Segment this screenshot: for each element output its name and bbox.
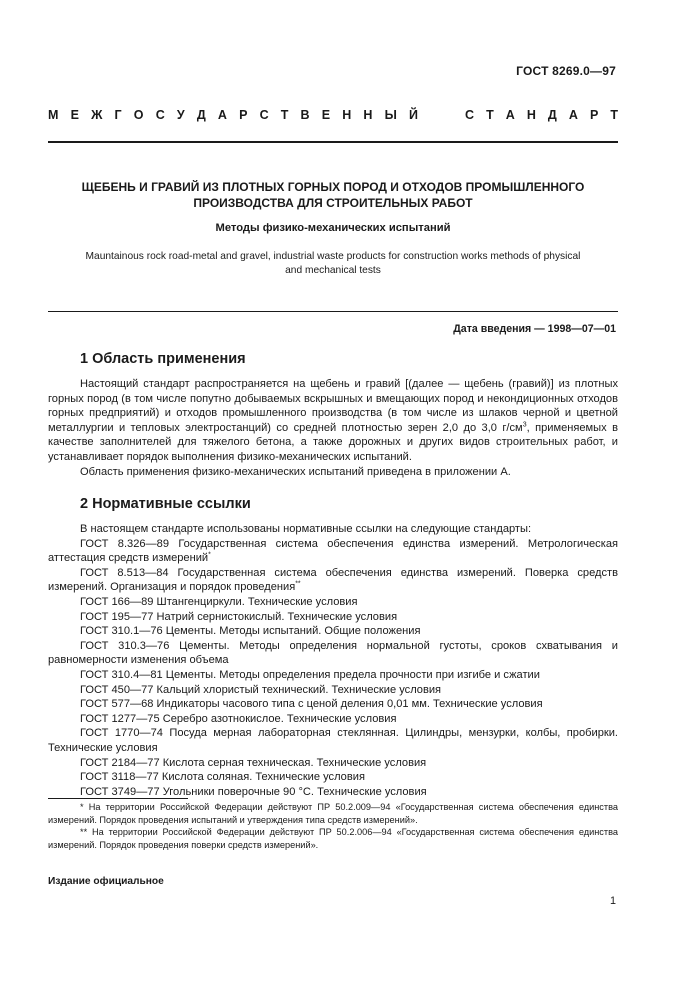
para-text: , применяемых в качестве заполнителей для тяжелого бетона, а также дорожных и других видов строительных работ, и устанавливает порядок выполнения физико-механических испытаний. bbox=[48, 421, 619, 463]
english-title-line-2: and mechanical tests bbox=[285, 265, 381, 276]
reference-item bbox=[48, 639, 618, 668]
footnote-2: ** На территории Российской Федерации действуют ПР 50.2.006—94 «Государственная система обеспечения единства измерений. Порядок проведения поверки средств измерений». bbox=[48, 827, 618, 850]
footnote-marker: ** bbox=[295, 580, 301, 588]
banner-letter: Д bbox=[196, 108, 206, 122]
reference-text: ГОСТ 310.1—76 Цементы. Методы испытаний. Общие положения bbox=[80, 625, 421, 638]
banner-letter: У bbox=[176, 108, 185, 122]
document-title bbox=[60, 179, 606, 211]
reference-item bbox=[48, 770, 618, 785]
banner-letter: А bbox=[568, 108, 578, 122]
reference-text: ГОСТ 3749—77 Угольники поверочные 90 °С. Технические условия bbox=[80, 785, 427, 798]
section-1-paragraph-1 bbox=[48, 377, 618, 465]
banner-letter: А bbox=[217, 108, 227, 122]
reference-item bbox=[48, 610, 618, 625]
banner-letter: Й bbox=[409, 108, 418, 122]
reference-text: ГОСТ 1277—75 Серебро азотнокислое. Технические условия bbox=[80, 712, 397, 725]
banner-letter: Н bbox=[526, 108, 536, 122]
reference-text: ГОСТ 8.513—84 Государственная система обеспечения единства измерений. Поверка средств измерений. Организация и порядок проведения bbox=[48, 566, 618, 594]
page-number: 1 bbox=[609, 895, 616, 907]
standard-banner bbox=[48, 108, 618, 122]
reference-item bbox=[48, 726, 618, 755]
banner-letter: Г bbox=[114, 108, 122, 122]
header-rule bbox=[48, 141, 618, 143]
banner-letter: А bbox=[505, 108, 515, 122]
reference-text: ГОСТ 195—77 Натрий сернистокислый. Технические условия bbox=[80, 610, 398, 623]
references-list bbox=[48, 537, 618, 800]
reference-item bbox=[48, 712, 618, 727]
para-text: Настоящий стандарт распространяется на щебень и гравий [(далее — щебень (гравий)] из плотных горных пород (в том числе попутно добываемых вскрышных и вмещающих пород и некондиционных отходов горных предприятий) и отходов промышленного производства (в том числе из шлаков черной и цветной металлургии и тепловых электростанций) со средней плотностью зерен 2,0 до 3,0 г/см bbox=[48, 378, 618, 434]
banner-letter: М bbox=[48, 108, 59, 122]
banner-letter: С bbox=[155, 108, 165, 122]
banner-letter: Е bbox=[321, 108, 331, 122]
reference-item bbox=[48, 756, 618, 771]
reference-text: ГОСТ 1770—74 Посуда мерная лабораторная стеклянная. Цилиндры, мензурки, колбы, пробирки. Технические условия bbox=[48, 727, 618, 754]
reference-text: ГОСТ 3118—77 Кислота соляная. Технические условия bbox=[80, 771, 365, 784]
reference-item bbox=[48, 683, 618, 698]
banner-letter: Н bbox=[363, 108, 373, 122]
reference-item bbox=[48, 624, 618, 639]
banner-letter: Т bbox=[486, 108, 494, 122]
introduction-date: Дата введения — 1998—07—01 bbox=[453, 323, 616, 335]
reference-item bbox=[48, 595, 618, 610]
banner-letter: В bbox=[300, 108, 310, 122]
reference-text: ГОСТ 166—89 Штангенциркули. Технические условия bbox=[80, 595, 358, 608]
document-subtitle: Методы физико-механических испытаний bbox=[215, 222, 451, 234]
reference-text: ГОСТ 310.4—81 Цементы. Методы определения предела прочности при изгибе и сжатии bbox=[80, 668, 540, 681]
reference-item bbox=[48, 537, 618, 566]
title-rule bbox=[48, 311, 618, 312]
english-title bbox=[60, 250, 606, 278]
banner-letter: Н bbox=[342, 108, 352, 122]
banner-letter: Т bbox=[280, 108, 289, 122]
section-1-heading: 1 Область применения bbox=[80, 351, 246, 367]
reference-item bbox=[48, 566, 618, 595]
section-1-body bbox=[48, 377, 618, 479]
reference-text: ГОСТ 8.326—89 Государственная система обеспечения единства измерений. Метрологическая аттестация средств измерений bbox=[48, 537, 618, 565]
document-code: ГОСТ 8269.0—97 bbox=[516, 64, 616, 78]
banner-letter: Т bbox=[610, 108, 618, 122]
footnotes bbox=[48, 801, 618, 851]
references-intro: В настоящем стандарте использованы нормативные ссылки на следующие стандарты: bbox=[80, 523, 532, 535]
reference-text: ГОСТ 450—77 Кальций хлористый технический. Технические условия bbox=[80, 683, 442, 696]
superscript: 3 bbox=[522, 421, 527, 429]
banner-letter: С bbox=[465, 108, 475, 122]
reference-text: ГОСТ 2184—77 Кислота серная техническая. Технические условия bbox=[80, 756, 427, 769]
edition-label: Издание официальное bbox=[48, 876, 164, 887]
banner-letter: Д bbox=[547, 108, 557, 122]
title-line-2: ПРОИЗВОДСТВА ДЛЯ СТРОИТЕЛЬНЫХ РАБОТ bbox=[193, 196, 473, 210]
banner-letter: Р bbox=[589, 108, 599, 122]
banner-letter: Ы bbox=[384, 108, 397, 122]
reference-text: ГОСТ 577—68 Индикаторы часового типа с ценой деления 0,01 мм. Технические условия bbox=[80, 698, 543, 711]
banner-letter: С bbox=[259, 108, 269, 122]
banner-letter: Ж bbox=[91, 108, 103, 122]
reference-item bbox=[48, 697, 618, 712]
section-2-body bbox=[48, 522, 618, 799]
banner-letter: Р bbox=[239, 108, 248, 122]
section-2-heading: 2 Нормативные ссылки bbox=[80, 496, 251, 512]
reference-item bbox=[48, 668, 618, 683]
footnote-1: * На территории Российской Федерации действуют ПР 50.2.009—94 «Государственная система обеспечения единства измерений. Порядок проведения испытаний и утверждения типа средств измерений». bbox=[48, 802, 618, 825]
banner-letter: Е bbox=[70, 108, 79, 122]
title-line-1: ЩЕБЕНЬ И ГРАВИЙ ИЗ ПЛОТНЫХ ГОРНЫХ ПОРОД И ОТХОДОВ ПРОМЫШЛЕННОГО bbox=[81, 180, 585, 194]
banner-word-standard bbox=[465, 108, 618, 122]
footnote-rule bbox=[48, 798, 188, 799]
reference-text: ГОСТ 310.3—76 Цементы. Методы определения нормальной густоты, сроков схватывания и равномерности изменения объема bbox=[48, 639, 618, 667]
footnote-marker: * bbox=[208, 551, 211, 559]
banner-word-interstate bbox=[48, 108, 418, 122]
section-1-paragraph-2: Область применения физико-механических испытаний приведена в приложении А. bbox=[80, 465, 511, 478]
banner-letter: О bbox=[133, 108, 144, 122]
english-title-line-1: Mauntainous rock road-metal and gravel, industrial waste products for construction works methods of physical bbox=[85, 251, 581, 262]
